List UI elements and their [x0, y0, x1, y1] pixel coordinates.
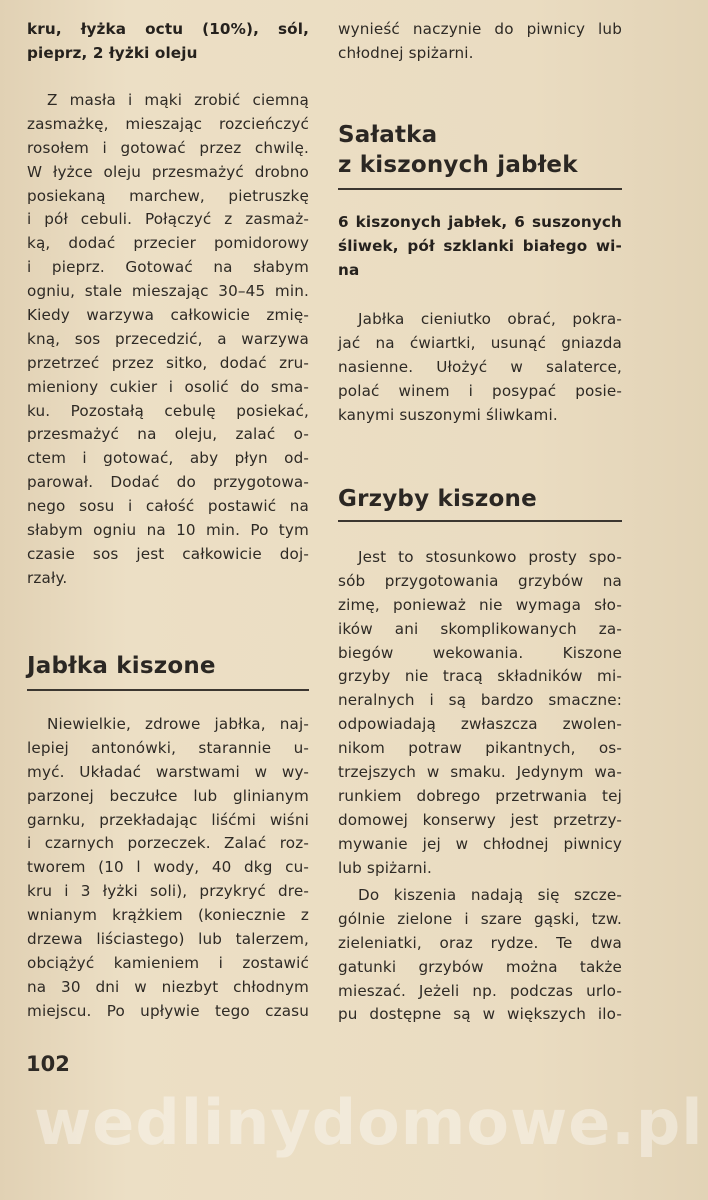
text-line: przetrzeć przez sitko, dodać zru- — [27, 353, 309, 372]
text-line: trzejszych w smaku. Jedynym wa- — [338, 763, 622, 782]
text-line: neralnych i są bardzo smaczne: — [338, 691, 622, 710]
apples-method-paragraph — [27, 713, 309, 1024]
text-line: runkiem dobrego przetrwania tej — [338, 786, 622, 805]
text-line: drzewa liściastego) lub talerzem, — [27, 930, 309, 949]
section-heading: z kiszonych jabłek — [338, 152, 578, 178]
text-line: i pół cebuli. Połączyć z zasmaż- — [27, 210, 309, 229]
text-line: W łyżce oleju przesmażyć drobno — [27, 162, 309, 181]
heading-rule — [338, 520, 622, 522]
text-line: nikom potraw pikantnych, os- — [338, 739, 622, 758]
text-line: ką, dodać przecier pomidorowy — [27, 234, 309, 253]
text-line: i czarnych porzeczek. Zalać roz- — [27, 834, 309, 853]
text-line: polać winem i posypać posie- — [338, 381, 622, 400]
text-line: na 30 dni w niezbyt chłodnym — [27, 977, 309, 996]
text-line: tworem (10 l wody, 40 dkg cu- — [27, 858, 309, 877]
text-line: i pieprz. Gotować na słabym — [27, 258, 309, 277]
ingredients-line: na — [338, 260, 360, 279]
continuation-paragraph — [338, 18, 622, 66]
text-line: zimę, ponieważ nie wymaga sło- — [338, 595, 622, 614]
text-line: Niewielkie, zdrowe jabłka, naj- — [47, 715, 309, 733]
text-line: sób przygotowania grzybów na — [338, 571, 622, 590]
section-heading: Grzyby kiszone — [338, 486, 537, 512]
left-column — [27, 18, 309, 66]
salad-method-paragraph — [338, 308, 622, 427]
text-line: kanymi suszonymi śliwkami. — [338, 405, 558, 424]
text-line: mieniony cukier i osolić do sma- — [27, 377, 309, 396]
text-line: ogniu, stale mieszając 30–45 min. — [27, 282, 309, 301]
section-heading: Jabłka kiszone — [27, 653, 216, 679]
text-line: rosołem i gotować przez chwilę. — [27, 138, 309, 157]
text-line: pu dostępne są w większych ilo- — [338, 1005, 622, 1024]
text-line: gólnie zielone i szare gąski, tzw. — [338, 909, 622, 928]
text-line: miejscu. Po upływie tego czasu — [27, 1001, 309, 1020]
text-line: nasienne. Ułożyć w salaterce, — [338, 357, 622, 376]
text-line: biegów wekowania. Kiszone — [338, 643, 622, 662]
salad-heading-block — [338, 120, 622, 180]
text-line: ctem i gotować, aby płyn od- — [27, 449, 309, 468]
text-line: chłodnej spiżarni. — [338, 43, 474, 62]
text-line: słabym ogniu na 10 min. Po tym — [27, 521, 309, 540]
text-line: nego sosu i całość postawić na — [27, 497, 309, 516]
mushrooms-heading-block — [338, 484, 622, 514]
text-line: odpowiadają zwłaszcza zwolen- — [338, 715, 622, 734]
text-line: wynieść naczynie do piwnicy lub — [338, 20, 622, 38]
text-line: jać na ćwiartki, usunąć gniazda — [338, 333, 622, 352]
text-line: rzały. — [27, 568, 68, 587]
ingredients-line: 6 kiszonych jabłek, 6 suszonych — [338, 213, 622, 231]
text-line: grzyby nie tracą składników mi- — [338, 667, 622, 686]
text-line: domowej konserwy jest przetrzy- — [338, 810, 622, 829]
salad-ingredients — [338, 211, 622, 283]
ingredients-line: kru, łyżka octu (10%), sól, — [27, 20, 309, 38]
text-line: obciążyć kamieniem i zostawić — [27, 953, 309, 972]
text-line: wnianym krążkiem (koniecznie z — [27, 906, 309, 925]
text-line: garnku, przekładając liśćmi wiśni — [27, 810, 309, 829]
text-line: kru i 3 łyżki soli), przykryć dre- — [27, 882, 309, 901]
text-line: parzonej beczułce lub glinianym — [27, 786, 309, 805]
apples-heading-block — [27, 651, 309, 681]
text-line: lub spiżarni. — [338, 858, 432, 877]
text-line: Jabłka cieniutko obrać, pokra- — [358, 310, 622, 328]
page-number: 102 — [26, 1052, 70, 1076]
mushrooms-varieties-paragraph — [338, 884, 622, 1027]
text-line: ku. Pozostałą cebulę posiekać, — [27, 401, 309, 420]
ingredients-line: śliwek, pół szklanki białego wi- — [338, 236, 622, 255]
site-watermark: wedlinydomowe.pl — [34, 1086, 704, 1159]
text-line: czasie sos jest całkowicie doj- — [27, 544, 309, 563]
text-line: mieszać. Jeżeli np. podczas urlo- — [338, 981, 622, 1000]
sauce-method-paragraph — [27, 89, 309, 591]
section-heading: Sałatka — [338, 122, 438, 148]
text-line: ików ani skomplikowanych za- — [338, 619, 622, 638]
text-line: przesmażyć na oleju, zalać o- — [27, 425, 309, 444]
text-line: gatunki grzybów można także — [338, 957, 622, 976]
text-line: zieleniatki, oraz rydze. Te dwa — [338, 933, 622, 952]
heading-rule — [338, 188, 622, 190]
text-line: Kiedy warzywa całkowicie zmię- — [27, 306, 309, 325]
text-line: mywanie jej w chłodnej piwnicy — [338, 834, 622, 853]
text-line: Z masła i mąki zrobić ciemną — [47, 91, 309, 109]
text-line: kną, sos przecedzić, a warzywa — [27, 329, 309, 348]
text-line: Do kiszenia nadają się szcze- — [358, 886, 622, 904]
mushrooms-intro-paragraph — [338, 546, 622, 880]
text-line: myć. Układać warstwami w wy- — [27, 762, 309, 781]
ingredients-line: pieprz, 2 łyżki oleju — [27, 43, 198, 62]
text-line: Jest to stosunkowo prosty spo- — [358, 548, 622, 566]
text-line: zasmażkę, mieszając rozcieńczyć — [27, 114, 309, 133]
heading-rule — [27, 689, 309, 691]
text-line: parował. Dodać do przygotowa- — [27, 473, 309, 492]
text-line: posiekaną marchew, pietruszkę — [27, 186, 309, 205]
text-line: lepiej antonówki, starannie u- — [27, 738, 309, 757]
